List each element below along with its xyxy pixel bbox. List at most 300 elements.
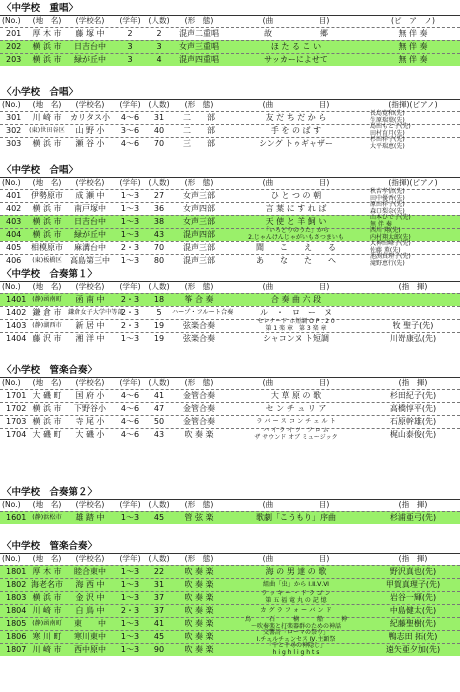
cell-form: (形 態) bbox=[184, 378, 214, 387]
cell-cond: 岩谷一輝(先) bbox=[389, 593, 437, 602]
cell-song: (曲 目) bbox=[262, 16, 330, 25]
cell-song: ひ と つ の 朝 bbox=[270, 191, 322, 200]
cell-cond: 梶山泰俊(先) bbox=[389, 430, 437, 439]
cell-song: 天 使 と 羊 飼 い bbox=[265, 217, 327, 226]
cell-song-stack bbox=[228, 591, 364, 604]
header-row bbox=[0, 281, 460, 293]
cell-school: 新 居 中 bbox=[75, 321, 105, 330]
cell-area: (静)函南町 bbox=[32, 296, 62, 303]
cell-school: 睦合東中 bbox=[74, 567, 106, 576]
table-row bbox=[0, 332, 460, 345]
line-1: 池渕真理子(先) bbox=[370, 253, 411, 260]
cell-no: 301 bbox=[6, 113, 22, 122]
cell-form: 吹 奏 楽 bbox=[184, 567, 214, 576]
cell-school: 高島第三中 bbox=[70, 256, 110, 265]
cell-cond: 杉浦亜弓(先) bbox=[389, 513, 437, 522]
line-2: 第 1 楽 章 第 3 楽 章 bbox=[265, 324, 327, 332]
cell-count: 80 bbox=[153, 256, 165, 265]
cell-form: (形 態) bbox=[184, 500, 214, 509]
cell-no: 1807 bbox=[6, 645, 27, 654]
cell-no: 1703 bbox=[6, 417, 27, 426]
cell-grade: 1〜3 bbox=[120, 230, 140, 239]
cell-cond: 無 伴 奏 bbox=[398, 55, 428, 64]
cell-grade: (学年) bbox=[119, 282, 141, 291]
cell-count: 70 bbox=[153, 243, 165, 252]
cell-form: 吹 奏 楽 bbox=[184, 593, 214, 602]
cell-cond: 高橋惇平(先) bbox=[389, 404, 437, 413]
cell-count: (人数) bbox=[148, 282, 170, 291]
cell-cond: (指 揮) bbox=[398, 378, 428, 387]
cell-area: (地 名) bbox=[32, 282, 62, 291]
cell-school: 日吉台中 bbox=[74, 42, 106, 51]
cell-grade: (学年) bbox=[119, 100, 141, 109]
cell-song: ほ た る こ い bbox=[270, 42, 322, 51]
line-1: 杉田祥子(先) bbox=[370, 136, 405, 143]
cell-area: 川 崎 市 bbox=[32, 606, 62, 615]
cell-form: 二 部 bbox=[183, 126, 215, 135]
cell-form: (形 態) bbox=[184, 282, 214, 291]
cell-school: 南戸塚中 bbox=[74, 204, 106, 213]
table-row bbox=[0, 402, 460, 415]
cell-grade: 1〜3 bbox=[120, 645, 140, 654]
cell-cond: 川嵜康弘(先) bbox=[389, 334, 437, 343]
cell-grade: 2 bbox=[127, 29, 133, 38]
line-1: ラ ッ キ ー ・ ド ラ ゴ ン bbox=[261, 590, 331, 597]
cell-grade: (学年) bbox=[119, 16, 141, 25]
section-title: 〈中学校 合唱〉 bbox=[2, 165, 79, 176]
line-1: 原田祥子(先) bbox=[370, 201, 405, 208]
cell-school: (学校名) bbox=[75, 500, 105, 509]
cell-grade: 1〜3 bbox=[120, 334, 140, 343]
cell-no: 1701 bbox=[6, 391, 27, 400]
cell-form: 金管合奏 bbox=[183, 404, 215, 413]
cell-area: 横 浜 市 bbox=[32, 217, 62, 226]
cell-grade: 4〜6 bbox=[120, 391, 140, 400]
cell-song: 故 郷 bbox=[264, 29, 328, 38]
cell-count: 2 bbox=[156, 29, 162, 38]
cell-no: (No.) bbox=[2, 554, 21, 563]
cell-no: 1403 bbox=[6, 321, 27, 330]
cell-no: 202 bbox=[6, 42, 22, 51]
cell-form: (形 態) bbox=[184, 100, 214, 109]
cell-no: (No.) bbox=[2, 282, 21, 291]
cell-count: 90 bbox=[153, 645, 165, 654]
cell-form: 混声三部 bbox=[183, 243, 215, 252]
cell-area: 横 浜 市 bbox=[32, 55, 62, 64]
cell-count: 43 bbox=[153, 230, 165, 239]
line-2: 森口梨奈(先) bbox=[370, 207, 405, 215]
line-2: 生原瑞葉(先) bbox=[370, 116, 405, 124]
cell-no: (No.) bbox=[2, 500, 21, 509]
cell-form: 金管合奏 bbox=[183, 417, 215, 426]
cell-area: 厚 木 市 bbox=[32, 567, 62, 576]
cell-school: 海 西 中 bbox=[75, 580, 105, 589]
table-row bbox=[0, 254, 460, 267]
line-2: 佐藤 薫(先) bbox=[370, 246, 401, 254]
cell-school: 寒川東中 bbox=[74, 632, 106, 641]
line-2: 大平瑞恵(先) bbox=[370, 142, 405, 150]
cell-song: あ な た へ bbox=[256, 256, 336, 265]
section-title: 〈中学校 重唱〉 bbox=[2, 3, 79, 14]
cell-school: 日吉台中 bbox=[74, 217, 106, 226]
cell-song: ラ バ ー ス コ ン チ ェ ル ト bbox=[256, 418, 336, 425]
cell-cond: 甲賀真理子(先) bbox=[385, 580, 441, 589]
cell-count: 19 bbox=[153, 321, 165, 330]
cell-cond bbox=[370, 293, 456, 306]
cell-grade: 2・3 bbox=[120, 321, 140, 330]
table-row bbox=[0, 293, 460, 306]
cell-no: 1805 bbox=[6, 619, 27, 628]
cell-cond: 牧 聖子(先) bbox=[392, 321, 434, 330]
cell-cond: (指揮)(ピアノ) bbox=[388, 178, 438, 187]
cell-school: 麻溝台中 bbox=[74, 243, 106, 252]
cell-school: 成 瀬 中 bbox=[75, 191, 105, 200]
cell-grade: 3〜6 bbox=[120, 126, 140, 135]
cell-song: (曲 目) bbox=[262, 282, 330, 291]
cell-form: 二 部 bbox=[183, 113, 215, 122]
cell-form: 金管合奏 bbox=[183, 391, 215, 400]
line-2: 田中優香(先) bbox=[370, 194, 405, 202]
cell-no: (No.) bbox=[2, 178, 21, 187]
cell-no: 1402 bbox=[6, 308, 27, 317]
cell-form: (形 態) bbox=[184, 178, 214, 187]
cell-school: (学校名) bbox=[75, 178, 105, 187]
cell-grade: 4〜6 bbox=[120, 139, 140, 148]
cell-cond: 遠矢亜夕加(先) bbox=[385, 645, 441, 654]
cell-school: (学校名) bbox=[75, 100, 105, 109]
cell-no: 1601 bbox=[6, 513, 27, 522]
cell-area: 横 浜 市 bbox=[32, 139, 62, 148]
cell-no: 403 bbox=[6, 217, 22, 226]
line-1: 島田もと子(先) bbox=[370, 123, 411, 130]
cell-cond: 無 伴 奏 bbox=[398, 42, 428, 51]
cell-no: 401 bbox=[6, 191, 22, 200]
cell-area: (東)板橋区 bbox=[32, 257, 62, 264]
cell-no: 201 bbox=[6, 29, 22, 38]
cell-area: 横 浜 市 bbox=[32, 204, 62, 213]
cell-form: 混声四重唱 bbox=[179, 55, 219, 64]
cell-song-stack bbox=[228, 428, 364, 441]
cell-area: (地 名) bbox=[32, 554, 62, 563]
cell-song: 合 奏 曲 六 段 bbox=[270, 295, 322, 304]
cell-song: シャコンヌ ト短調 bbox=[262, 334, 330, 343]
cell-area: 厚 木 市 bbox=[32, 29, 62, 38]
table-row bbox=[0, 306, 460, 319]
cell-grade: 1〜3 bbox=[120, 593, 140, 602]
cell-area: 横 浜 市 bbox=[32, 230, 62, 239]
cell-no: 203 bbox=[6, 55, 22, 64]
cell-area: (地 名) bbox=[32, 500, 62, 509]
cell-no: (No.) bbox=[2, 378, 21, 387]
line-1: セレナード ホ短調 O P . 2 0 bbox=[257, 318, 335, 325]
cell-school: 緑が丘中 bbox=[74, 230, 106, 239]
table-row bbox=[0, 137, 460, 150]
cell-cond: 無 伴 奏 bbox=[398, 29, 428, 38]
line-1: 鳥 石 楠 船 神 bbox=[244, 616, 347, 623]
cell-grade: 2・3 bbox=[120, 308, 140, 317]
cell-count: 38 bbox=[153, 217, 165, 226]
line-1: 交響詩「ローマの祭り」 bbox=[262, 629, 329, 636]
table-row bbox=[0, 389, 460, 402]
table-row bbox=[0, 643, 460, 656]
line-2: ザ サウンド オブ ミュージック bbox=[254, 433, 338, 441]
cell-form: 吹 奏 楽 bbox=[184, 619, 214, 628]
cell-cond: 杉田紀子(先) bbox=[389, 391, 437, 400]
cell-song: 聞 こ え る bbox=[256, 243, 336, 252]
cell-school: 雄 踏 中 bbox=[75, 513, 105, 522]
cell-cond: (指 揮) bbox=[398, 500, 428, 509]
cell-school: (学校名) bbox=[75, 282, 105, 291]
section bbox=[0, 540, 460, 656]
cell-form: 女声四部 bbox=[183, 204, 215, 213]
section bbox=[0, 164, 460, 267]
cell-grade: 2・3 bbox=[120, 243, 140, 252]
cell-count: (人数) bbox=[148, 16, 170, 25]
header-row bbox=[0, 377, 460, 389]
cell-form: 混声二重唱 bbox=[179, 29, 219, 38]
cell-count: (人数) bbox=[148, 178, 170, 187]
cell-grade: 4〜6 bbox=[120, 430, 140, 439]
header-row bbox=[0, 15, 460, 27]
line-1: 西川 翔(先) bbox=[370, 227, 401, 234]
section bbox=[0, 486, 460, 524]
section-title: 〈中学校 管楽合奏〉 bbox=[2, 541, 98, 552]
cell-no: 1702 bbox=[6, 404, 27, 413]
table-row bbox=[0, 319, 460, 332]
table-row bbox=[0, 630, 460, 643]
cell-count: 27 bbox=[153, 191, 165, 200]
table-row bbox=[0, 53, 460, 66]
section bbox=[0, 2, 460, 66]
cell-no: 1801 bbox=[6, 567, 27, 576]
section-title: 〈小学校 合唱〉 bbox=[2, 87, 79, 98]
cell-no: 1804 bbox=[6, 606, 27, 615]
cell-cond: 鴨志田 拓(先) bbox=[388, 632, 438, 641]
cell-song: セ ン チ ュ リ ア bbox=[265, 404, 327, 413]
cell-form: 吹 奏 楽 bbox=[184, 430, 214, 439]
cell-grade: 3 bbox=[127, 42, 133, 51]
cell-area: 寒 川 町 bbox=[32, 632, 62, 641]
cell-cond: 紀藤聖樹(先) bbox=[389, 619, 437, 628]
section bbox=[0, 364, 460, 441]
table-row bbox=[0, 578, 460, 591]
line-2: h i g h l i g h t s bbox=[272, 648, 320, 656]
cell-count: 41 bbox=[153, 619, 165, 628]
header-row bbox=[0, 499, 460, 511]
cell-area: (地 名) bbox=[32, 100, 62, 109]
cell-grade: 1〜3 bbox=[120, 256, 140, 265]
cell-area: 横 浜 市 bbox=[32, 42, 62, 51]
cell-cond: (指揮)(ピアノ) bbox=[388, 100, 438, 109]
cell-school: カリタス小 bbox=[70, 113, 110, 122]
cell-form: 筝 合 奏 bbox=[184, 295, 214, 304]
cell-count: 19 bbox=[153, 334, 165, 343]
cell-count: (人数) bbox=[148, 554, 170, 563]
line-1: 山本ひで子(先) bbox=[370, 214, 411, 221]
cell-form: 吹 奏 楽 bbox=[184, 645, 214, 654]
cell-no: 1404 bbox=[6, 334, 27, 343]
cell-school: 藤 塚 中 bbox=[75, 29, 105, 38]
cell-area: 海老名市 bbox=[31, 580, 63, 589]
cell-no: 406 bbox=[6, 256, 22, 265]
cell-no: (No.) bbox=[2, 16, 21, 25]
cell-song: (曲 目) bbox=[262, 178, 330, 187]
cell-form: (形 態) bbox=[184, 16, 214, 25]
cell-grade: 1〜3 bbox=[120, 513, 140, 522]
cell-area: 横 浜 市 bbox=[32, 417, 62, 426]
cell-school: 山 野 小 bbox=[75, 126, 105, 135]
cell-form: 女声三重唱 bbox=[179, 42, 219, 51]
cell-area: (地 名) bbox=[32, 378, 62, 387]
line-2: Ⅰ.チェルチェンセス Ⅳ.主顕祭 bbox=[256, 635, 336, 643]
cell-grade: (学年) bbox=[119, 378, 141, 387]
section-title: 〈中学校 合奏第１〉 bbox=[2, 269, 98, 280]
cell-song-stack bbox=[228, 643, 364, 656]
cell-area: 藤 沢 市 bbox=[32, 334, 62, 343]
cell-no: 303 bbox=[6, 139, 22, 148]
cell-form: (形 態) bbox=[184, 554, 214, 563]
cell-school: 函 南 中 bbox=[75, 295, 105, 304]
line-1: 「千と千尋の神隠し」 bbox=[265, 642, 326, 649]
cell-cond: 中島健太(先) bbox=[389, 606, 437, 615]
cell-form: 女声三部 bbox=[183, 191, 215, 200]
cell-song: 歌劇「こうもり」序曲 bbox=[256, 513, 336, 522]
cell-grade: 1〜3 bbox=[120, 619, 140, 628]
cell-count: 70 bbox=[153, 139, 165, 148]
cell-school: 金 沢 中 bbox=[75, 593, 105, 602]
cell-count: 3 bbox=[156, 42, 162, 51]
header-row bbox=[0, 553, 460, 565]
cell-count: 41 bbox=[153, 391, 165, 400]
cell-area: (地 名) bbox=[32, 178, 62, 187]
cell-form: 女声三部 bbox=[183, 217, 215, 226]
line-2: 2.じゃんけんじゃがいもさつまいも bbox=[248, 233, 344, 241]
cell-area: 相模原市 bbox=[31, 243, 63, 252]
cell-area: (静)湖西市 bbox=[32, 322, 62, 329]
cell-song-stack bbox=[228, 319, 364, 332]
table-row bbox=[0, 604, 460, 617]
cell-song: ル ・ ロ ー ヌ bbox=[260, 308, 332, 317]
cell-cond: 野沢真也(先) bbox=[389, 567, 437, 576]
cell-school: (学校名) bbox=[75, 378, 105, 387]
cell-area: 伊勢原市 bbox=[31, 191, 63, 200]
cell-song: (曲 目) bbox=[262, 500, 330, 509]
cell-song: 手 を の ば す bbox=[270, 126, 322, 135]
cell-area: 横 浜 市 bbox=[32, 404, 62, 413]
cell-school: 寺 尾 小 bbox=[75, 417, 105, 426]
cell-school: 鎌倉女子大学中等部 bbox=[68, 309, 124, 316]
cell-song: カ グ ラ フ ォ ー バ ン ド bbox=[260, 607, 332, 614]
cell-form: 吹 奏 楽 bbox=[184, 580, 214, 589]
cell-no: 402 bbox=[6, 204, 22, 213]
cell-grade: (学年) bbox=[119, 500, 141, 509]
cell-song: (曲 目) bbox=[262, 378, 330, 387]
cell-song: (曲 目) bbox=[262, 554, 330, 563]
cell-count: 31 bbox=[153, 580, 165, 589]
table-row bbox=[0, 565, 460, 578]
line-1: 「いろどりのうた」から bbox=[262, 227, 329, 234]
cell-area: 横 浜 市 bbox=[32, 593, 62, 602]
table-row bbox=[0, 428, 460, 441]
cell-song-stack bbox=[228, 228, 364, 241]
cell-area: 大 磯 町 bbox=[32, 430, 62, 439]
line-1: 秋吉孝信(先) bbox=[370, 188, 405, 195]
cell-form: 混声四部 bbox=[183, 230, 215, 239]
cell-form: 管 弦 楽 bbox=[184, 513, 214, 522]
cell-grade: 4〜6 bbox=[120, 404, 140, 413]
cell-song: (曲 目) bbox=[262, 100, 330, 109]
cell-school: 東 中 bbox=[74, 619, 106, 628]
cell-song: シング トゥギャザー bbox=[259, 139, 333, 148]
cell-cond bbox=[370, 306, 456, 319]
line-1: 大神田峰子(先) bbox=[370, 240, 411, 247]
cell-count: 5 bbox=[156, 308, 162, 317]
cell-form: 弦楽合奏 bbox=[183, 334, 215, 343]
line-2: 〜吹奏楽と打楽器群のための神話 bbox=[250, 622, 341, 630]
cell-count: 4 bbox=[156, 55, 162, 64]
cell-song: 組曲「虫」から Ⅰ.Ⅱ.Ⅴ.Ⅵ bbox=[263, 581, 329, 588]
table-row bbox=[0, 591, 460, 604]
section bbox=[0, 86, 460, 150]
cell-count: (人数) bbox=[148, 100, 170, 109]
cell-form: 混声三部 bbox=[183, 256, 215, 265]
cell-no: 302 bbox=[6, 126, 22, 135]
cell-song: 大 草 原 の 歌 bbox=[270, 391, 322, 400]
cell-count: 36 bbox=[153, 204, 165, 213]
line-2: 無 伴 奏 bbox=[370, 220, 392, 228]
cell-school: 湘 洋 中 bbox=[75, 334, 105, 343]
cell-cond: (ピ ア ノ) bbox=[391, 16, 435, 25]
cell-form: 弦楽合奏 bbox=[183, 321, 215, 330]
cell-area: (東)世田谷区 bbox=[29, 127, 65, 134]
cell-no: 1401 bbox=[6, 295, 27, 304]
cell-form: 吹 奏 楽 bbox=[184, 606, 214, 615]
cell-count: 37 bbox=[153, 606, 165, 615]
cell-area: 大 磯 町 bbox=[32, 391, 62, 400]
cell-grade: 1〜3 bbox=[120, 191, 140, 200]
cell-grade: 4〜6 bbox=[120, 417, 140, 426]
cell-count: (人数) bbox=[148, 500, 170, 509]
line-2: 田村育月(先) bbox=[370, 129, 405, 137]
cell-grade: (学年) bbox=[119, 554, 141, 563]
cell-area: (静)函南町 bbox=[32, 620, 62, 627]
cell-cond: (指 揮) bbox=[398, 282, 428, 291]
cell-school: 緑が丘中 bbox=[74, 55, 106, 64]
line-1: 長島寛和(先) bbox=[370, 110, 405, 117]
cell-school: (学校名) bbox=[75, 16, 105, 25]
section-title: 〈中学校 合奏第２〉 bbox=[2, 487, 98, 498]
cell-count: 37 bbox=[153, 593, 165, 602]
cell-school: (学校名) bbox=[75, 554, 105, 563]
table-row bbox=[0, 415, 460, 428]
cell-school: 下野谷小 bbox=[74, 404, 106, 413]
cell-no: (No.) bbox=[2, 100, 21, 109]
line-2: 滝野恵行(先) bbox=[370, 259, 405, 267]
cell-count: 50 bbox=[153, 417, 165, 426]
cell-area: (地 名) bbox=[32, 16, 62, 25]
cell-cond-stack bbox=[370, 254, 456, 267]
table-row bbox=[0, 617, 460, 630]
cell-cond: (指 揮) bbox=[398, 554, 428, 563]
cell-count: 43 bbox=[153, 430, 165, 439]
cell-grade: 3 bbox=[127, 55, 133, 64]
cell-song: 海 の 男 達 の 歌 bbox=[265, 567, 327, 576]
cell-song: サッカーによせて bbox=[264, 55, 328, 64]
cell-no: 404 bbox=[6, 230, 22, 239]
line-1: ハ イ ラ イ ツ フ ロ ム bbox=[263, 427, 329, 434]
cell-count: 45 bbox=[153, 632, 165, 641]
cell-song: 言 葉 に す れ ば bbox=[265, 204, 327, 213]
